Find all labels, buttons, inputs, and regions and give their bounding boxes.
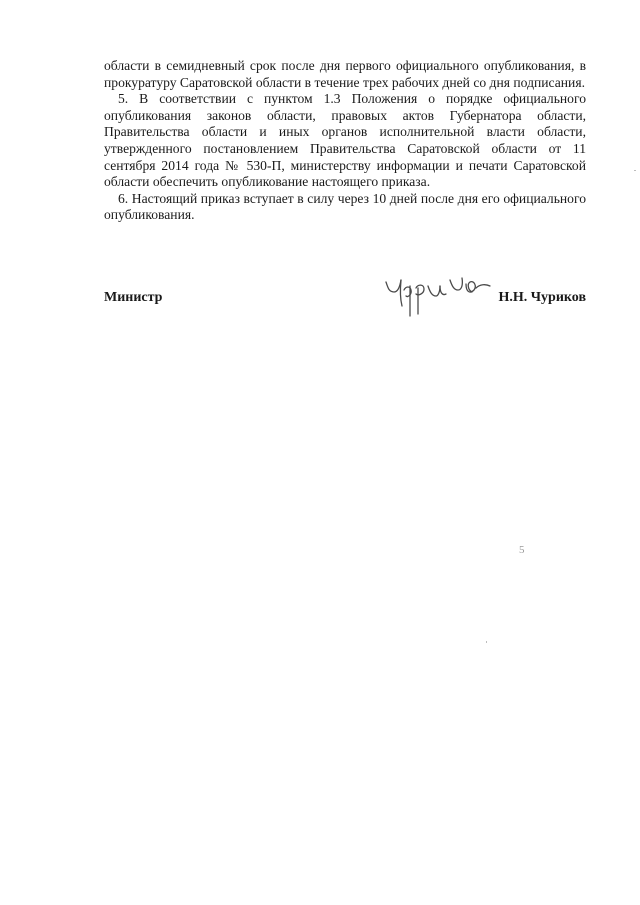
handwritten-signature — [380, 272, 498, 318]
scan-speck — [634, 170, 636, 171]
paragraph-continuation: области в семидневный срок после дня первого официального опубликования, в прокуратуру Саратовской области в течение трех рабочих дней со дня подписания. — [104, 58, 586, 90]
signer-title: Министр — [104, 290, 163, 305]
paragraph-item-6: 6. Настоящий приказ вступает в силу через 10 дней после дня его официального опубликования. — [104, 190, 586, 223]
document-body — [104, 58, 586, 224]
signer-name: Н.Н. Чуриков — [498, 290, 586, 305]
paragraph-item-5: 5. В соответствии с пунктом 1.3 Положения о порядке официального опубликования законов области, правовых актов Губернатора области, Правительства области и иных органов исполнительной власти области, утвержденного постановлением Правительства Саратовской области от 11 сентября 2014 года № 530-П, министерству информации и печати Саратовской области обеспечить опубликование настоящего приказа. — [104, 91, 586, 190]
page-number: 5 — [519, 544, 525, 556]
scan-speck — [486, 641, 487, 643]
signature-block — [104, 278, 586, 338]
